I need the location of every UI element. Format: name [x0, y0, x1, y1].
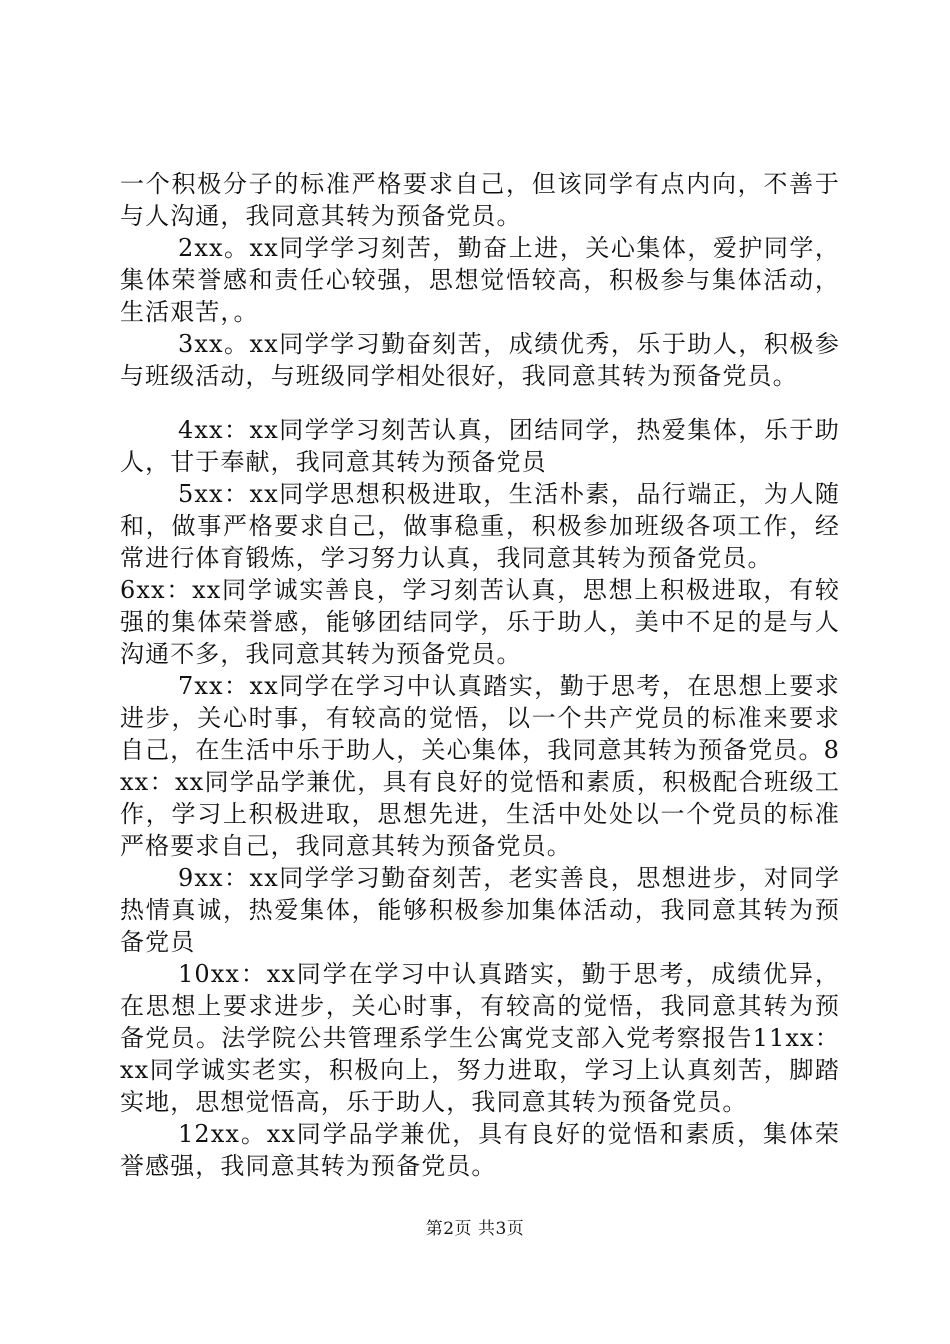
paragraph-9: 10xx：xx同学在学习中认真踏实，勤于思考，成绩优异，在思想上要求进步，关心时事，有较高的觉悟，我同意其转为预备党员。法学院公共管理系学生公寓党支部入党考察报告11xx：xx同学诚实老实，积极向上，努力进取，学习上认真刻苦，脚踏实地，思想觉悟高，乐于助人，我同意其转为预备党员。 [120, 960, 840, 1116]
paragraph-8: 9xx：xx同学学习勤奋刻苦，老实善良，思想进步，对同学热情真诚，热爱集体，能够积极参加集体活动，我同意其转为预备党员 [120, 864, 840, 956]
paragraph-10: 12xx。xx同学品学兼优，具有良好的觉悟和素质，集体荣誉感强，我同意其转为预备党员。 [120, 1120, 840, 1180]
paragraph-6: 6xx：xx同学诚实善良，学习刻苦认真，思想上积极进取，有较强的集体荣誉感，能够团结同学，乐于助人，美中不足的是与人沟通不多，我同意其转为预备党员。 [120, 576, 840, 668]
paragraph-5: 5xx：xx同学思想积极进取，生活朴素，品行端正，为人随和，做事严格要求自己，做事稳重，积极参加班级各项工作，经常进行体育锻炼，学习努力认真，我同意其转为预备党员。 [120, 480, 840, 572]
document-body [120, 168, 840, 1182]
paragraph-2: 2xx。xx同学学习刻苦，勤奋上进，关心集体，爱护同学，集体荣誉感和责任心较强，思想觉悟较高，积极参与集体活动，生活艰苦，。 [120, 234, 840, 326]
paragraph-3: 3xx。xx同学学习勤奋刻苦，成绩优秀，乐于助人，积极参与班级活动，与班级同学相处很好，我同意其转为预备党员。 [120, 330, 840, 390]
paragraph-1: 一个积极分子的标准严格要求自己，但该同学有点内向，不善于与人沟通，我同意其转为预备党员。 [120, 170, 840, 230]
paragraph-4: 4xx：xx同学学习刻苦认真，团结同学，热爱集体，乐于助人，甘于奉献，我同意其转为预备党员 [120, 416, 840, 476]
page-footer: 第2页 共3页 [425, 1219, 525, 1239]
paragraph-7: 7xx：xx同学在学习中认真踏实，勤于思考，在思想上要求进步，关心时事，有较高的觉悟，以一个共产党员的标准来要求自己，在生活中乐于助人，关心集体，我同意其转为预备党员。8xx：xx同学品学兼优，具有良好的觉悟和素质，积极配合班级工作，学习上积极进取，思想先进，生活中处处以一个党员的标准严格要求自己，我同意其转为预备党员。 [120, 672, 840, 860]
